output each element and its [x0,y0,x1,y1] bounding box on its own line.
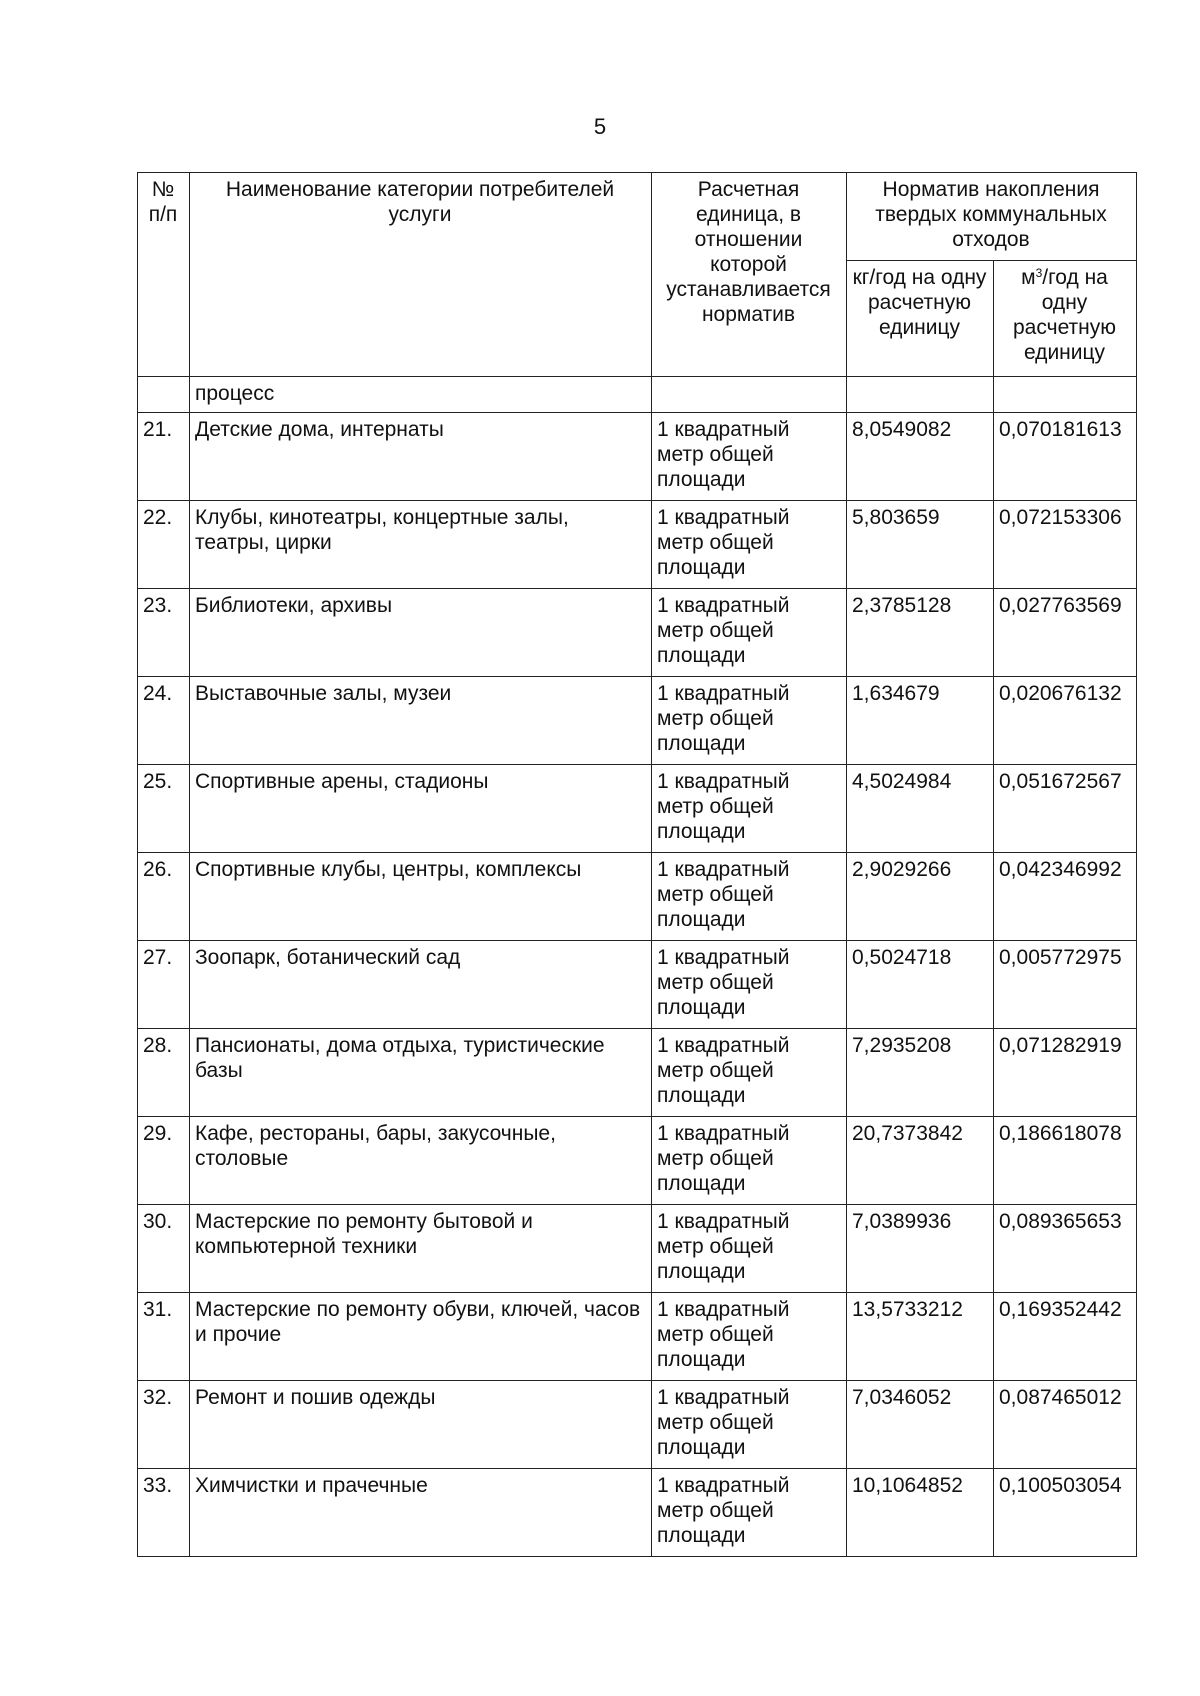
row-kg-value: 20,7373842 [847,1117,994,1205]
continuation-name: процесс [190,377,652,413]
row-category: Библиотеки, архивы [190,589,652,677]
header-unit: Расчетная единица, в отношении которой устанавливается норматив [652,173,847,377]
row-category: Выставочные залы, музеи [190,677,652,765]
row-number: 24. [138,677,190,765]
table-row [138,1029,1137,1117]
table-row [138,1117,1137,1205]
continuation-m3 [994,377,1137,413]
continuation-no [138,377,190,413]
row-m3-value: 0,051672567 [994,765,1137,853]
header-m3-prefix: м [1021,266,1036,289]
table-body [138,377,1137,1557]
continuation-unit [652,377,847,413]
header-m3-suffix: /год на одну расчетную единицу [1013,266,1117,364]
row-m3-value: 0,071282919 [994,1029,1137,1117]
row-unit: 1 квадратный метр общей площади [652,413,847,501]
row-category: Детские дома, интернаты [190,413,652,501]
row-m3-value: 0,020676132 [994,677,1137,765]
row-m3-value: 0,186618078 [994,1117,1137,1205]
row-category: Клубы, кинотеатры, концертные залы, театры, цирки [190,501,652,589]
row-category: Кафе, рестораны, бары, закусочные, столовые [190,1117,652,1205]
row-unit: 1 квадратный метр общей площади [652,765,847,853]
row-kg-value: 8,0549082 [847,413,994,501]
row-kg-value: 1,634679 [847,677,994,765]
row-kg-value: 13,5733212 [847,1293,994,1381]
row-unit: 1 квадратный метр общей площади [652,941,847,1029]
row-kg-value: 7,0389936 [847,1205,994,1293]
row-m3-value: 0,070181613 [994,413,1137,501]
row-unit: 1 квадратный метр общей площади [652,677,847,765]
continuation-kg [847,377,994,413]
table-row [138,853,1137,941]
table-row [138,1293,1137,1381]
row-number: 32. [138,1381,190,1469]
row-unit: 1 квадратный метр общей площади [652,1381,847,1469]
row-category: Мастерские по ремонту обуви, ключей, часов и прочие [190,1293,652,1381]
header-row [138,173,1137,261]
row-unit: 1 квадратный метр общей площади [652,1469,847,1557]
row-kg-value: 0,5024718 [847,941,994,1029]
row-kg-value: 2,3785128 [847,589,994,677]
row-m3-value: 0,072153306 [994,501,1137,589]
row-m3-value: 0,027763569 [994,589,1137,677]
row-kg-value: 4,5024984 [847,765,994,853]
row-m3-value: 0,089365653 [994,1205,1137,1293]
row-number: 28. [138,1029,190,1117]
row-number: 23. [138,589,190,677]
row-number: 29. [138,1117,190,1205]
row-category: Ремонт и пошив одежды [190,1381,652,1469]
row-category: Химчистки и прачечные [190,1469,652,1557]
row-unit: 1 квадратный метр общей площади [652,1029,847,1117]
header-norm: Норматив накопления твердых коммунальных отходов [847,173,1137,261]
table-row [138,765,1137,853]
row-category: Пансионаты, дома отдыха, туристические базы [190,1029,652,1117]
row-m3-value: 0,100503054 [994,1469,1137,1557]
row-category: Зоопарк, ботанический сад [190,941,652,1029]
table-row [138,1469,1137,1557]
continuation-row [138,377,1137,413]
row-number: 25. [138,765,190,853]
header-m3 [994,261,1137,377]
row-m3-value: 0,042346992 [994,853,1137,941]
norms-table [137,172,1137,1557]
table-row [138,589,1137,677]
table-row [138,1205,1137,1293]
page-number: 5 [593,114,607,139]
table-row [138,413,1137,501]
row-number: 33. [138,1469,190,1557]
row-kg-value: 10,1064852 [847,1469,994,1557]
row-number: 26. [138,853,190,941]
table-row [138,941,1137,1029]
table-row [138,1381,1137,1469]
header-no: № п/п [138,173,190,377]
table-row [138,677,1137,765]
row-number: 30. [138,1205,190,1293]
header-m3-sup: 3 [1035,266,1043,280]
row-m3-value: 0,169352442 [994,1293,1137,1381]
row-number: 27. [138,941,190,1029]
header-category: Наименование категории потребителей услуги [190,173,652,377]
row-unit: 1 квадратный метр общей площади [652,853,847,941]
row-number: 21. [138,413,190,501]
row-unit: 1 квадратный метр общей площади [652,1205,847,1293]
row-kg-value: 7,2935208 [847,1029,994,1117]
row-unit: 1 квадратный метр общей площади [652,1117,847,1205]
row-unit: 1 квадратный метр общей площади [652,501,847,589]
row-kg-value: 7,0346052 [847,1381,994,1469]
row-unit: 1 квадратный метр общей площади [652,1293,847,1381]
row-number: 22. [138,501,190,589]
row-m3-value: 0,005772975 [994,941,1137,1029]
row-m3-value: 0,087465012 [994,1381,1137,1469]
row-kg-value: 2,9029266 [847,853,994,941]
row-number: 31. [138,1293,190,1381]
row-category: Мастерские по ремонту бытовой и компьютерной техники [190,1205,652,1293]
row-unit: 1 квадратный метр общей площади [652,589,847,677]
table-row [138,501,1137,589]
row-kg-value: 5,803659 [847,501,994,589]
row-category: Спортивные клубы, центры, комплексы [190,853,652,941]
row-category: Спортивные арены, стадионы [190,765,652,853]
header-kg: кг/год на одну расчетную единицу [847,261,994,377]
